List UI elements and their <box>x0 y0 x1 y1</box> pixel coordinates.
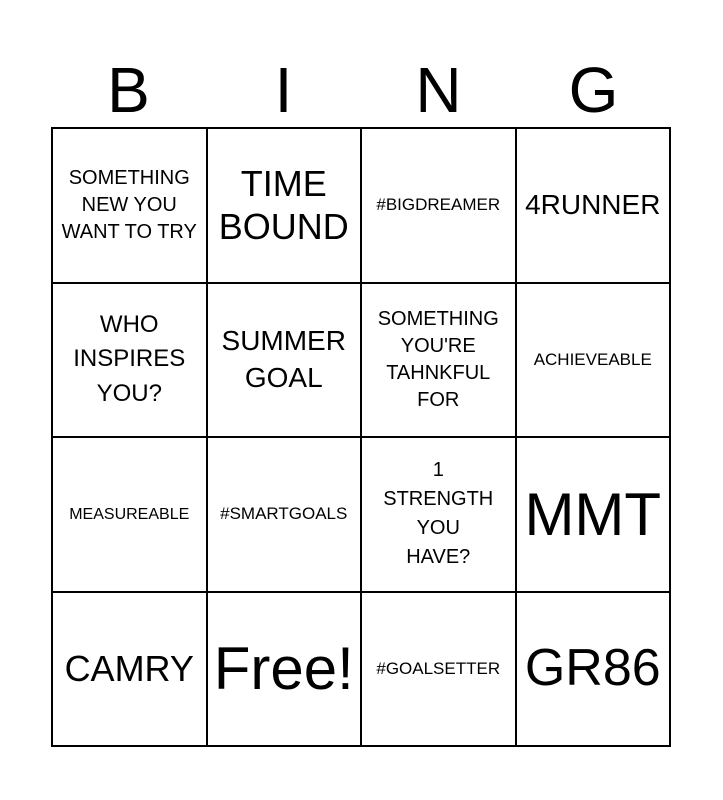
header-letter-i: I <box>274 54 293 126</box>
bingo-cell[interactable] <box>53 593 208 748</box>
cell-text: SUMMER GOAL <box>221 325 346 393</box>
bingo-cell[interactable] <box>208 438 363 593</box>
free-space-cell[interactable] <box>208 593 363 748</box>
bingo-cell[interactable] <box>208 284 363 439</box>
header-letter-g: G <box>568 54 619 126</box>
header-letter-b: B <box>107 54 150 126</box>
cell-text: 1 STRENGTH YOU HAVE? <box>383 459 494 569</box>
bingo-cell[interactable] <box>53 129 208 284</box>
cell-text: TIME BOUND <box>218 163 349 248</box>
bingo-cell[interactable] <box>517 129 672 284</box>
header-letter-n: N <box>415 54 462 126</box>
bingo-cell[interactable] <box>362 284 517 439</box>
bingo-cell[interactable] <box>517 593 672 748</box>
bingo-header <box>51 52 671 128</box>
bingo-cell[interactable] <box>362 129 517 284</box>
cell-text: #GOALSETTER <box>376 658 501 678</box>
cell-text: MMT <box>524 480 662 548</box>
bingo-cell[interactable] <box>517 284 672 439</box>
cell-text: MEASUREABLE <box>69 505 190 523</box>
bingo-cell[interactable] <box>53 284 208 439</box>
cell-text: #SMARTGOALS <box>220 504 348 524</box>
bingo-cell[interactable] <box>362 593 517 748</box>
cell-text: SOMETHING NEW YOU WANT TO TRY <box>61 166 197 243</box>
bingo-cell[interactable] <box>362 438 517 593</box>
cell-text: #BIGDREAMER <box>376 195 501 215</box>
bingo-cell[interactable] <box>53 438 208 593</box>
bingo-cell[interactable] <box>208 129 363 284</box>
cell-text: CAMRY <box>64 648 194 690</box>
cell-text: ACHIEVEABLE <box>533 349 652 369</box>
cell-text: SOMETHING YOU'RE TAHNKFUL FOR <box>377 307 499 411</box>
cell-text: GR86 <box>524 639 661 698</box>
cell-text: 4RUNNER <box>525 189 661 221</box>
bingo-cell[interactable] <box>517 438 672 593</box>
bingo-board <box>51 127 671 747</box>
cell-text: WHO INSPIRES YOU? <box>73 310 186 408</box>
cell-text: Free! <box>213 635 354 703</box>
